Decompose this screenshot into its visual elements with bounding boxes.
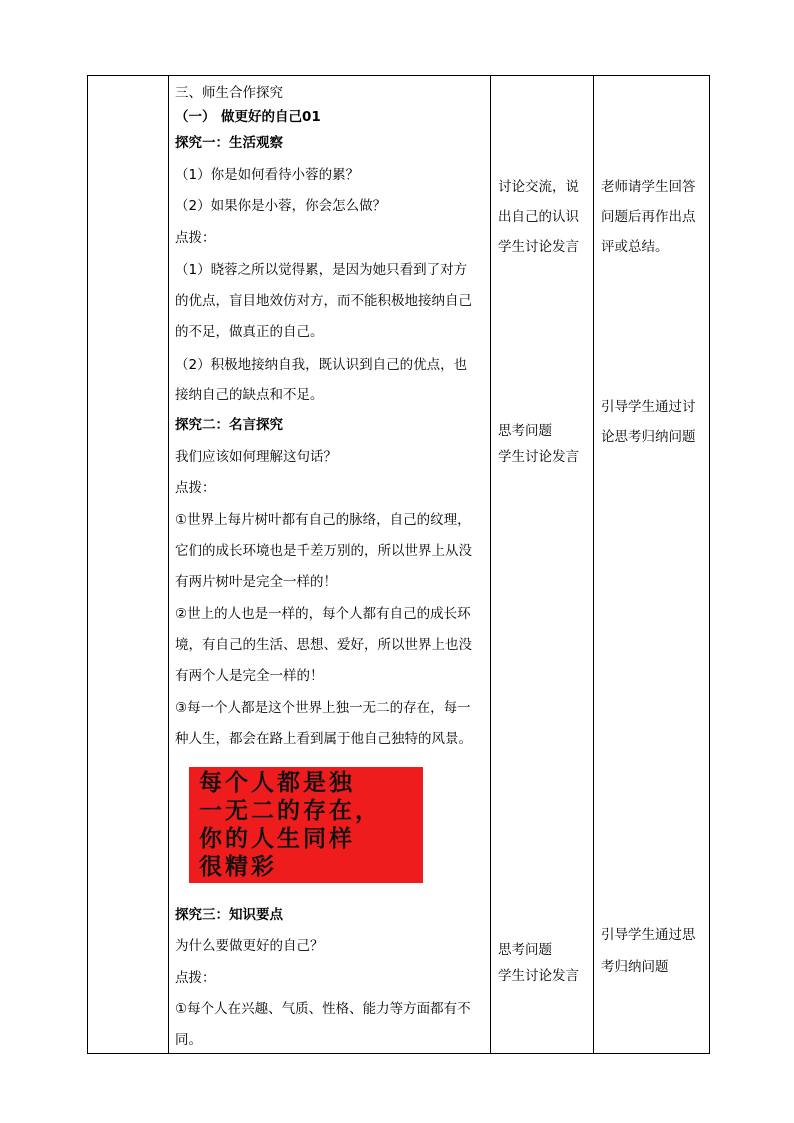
student-activity-cell (491, 76, 594, 1054)
subheading-number: （一） (175, 109, 216, 125)
quote-banner-image (189, 767, 423, 883)
point-c1-line: ①每个人在兴趣、气质、性格、能力等方面都有不 (175, 1001, 471, 1017)
student-activity-text: 学生讨论发言 (498, 968, 579, 984)
question-1: （1）你是如何看待小蓉的累？ (175, 167, 360, 183)
point-1-line: 它们的成长环境也是千差万别的，所以世界上从没 (175, 543, 472, 559)
hint-label: 点拨： (175, 480, 216, 496)
point-3-line: 种人生，都会在路上看到属于他自己独特的风景。 (175, 731, 472, 747)
answer-2-line: （2）积极地接纳自我，既认识到自己的优点，也 (175, 357, 468, 373)
teacher-intent-text: 论思考归纳问题 (601, 429, 696, 445)
banner-text-line: 很精彩 (199, 854, 277, 880)
section-heading: 三、师生合作探究 (175, 85, 283, 101)
answer-2-line: 接纳自己的缺点和不足。 (175, 387, 324, 403)
lesson-plan-table (87, 75, 710, 1054)
point-1-line: 有两片树叶是完全一样的！ (175, 574, 337, 590)
hint-label: 点拨： (175, 230, 216, 246)
teacher-intent-text: 引导学生通过讨 (601, 399, 696, 415)
point-2-line: ②世上的人也是一样的，每个人都有自己的成长环 (175, 606, 471, 622)
banner-text-line: 你的人生同样 (199, 826, 355, 852)
teacher-intent-text: 问题后再作出点 (601, 209, 696, 225)
hint-label: 点拨： (175, 970, 216, 986)
point-1-line: ①世界上每片树叶都有自己的脉络，自己的纹理， (175, 512, 471, 528)
teacher-intent-text: 评或总结。 (601, 239, 669, 255)
explore3-title: 探究三：知识要点 (175, 907, 283, 923)
student-activity-text: 学生讨论发言 (498, 239, 579, 255)
question-4: 为什么要做更好的自己？ (175, 938, 324, 954)
student-activity-text: 思考问题 (498, 423, 552, 439)
answer-1-line: 的优点，盲目地效仿对方，而不能积极地接纳自己 (175, 293, 472, 309)
subheading: 做更好的自己01 (221, 109, 321, 125)
teacher-intent-text: 老师请学生回答 (601, 179, 696, 195)
answer-1-line: 的不足，做真正的自己。 (175, 324, 324, 340)
point-3-line: ③每一个人都是这个世界上独一无二的存在，每一 (175, 700, 471, 716)
point-c1-line: 同。 (175, 1032, 202, 1048)
teacher-intent-text: 考归纳问题 (601, 959, 669, 975)
teacher-intent-text: 引导学生通过思 (601, 927, 696, 943)
question-3: 我们应该如何理解这句话？ (175, 449, 337, 465)
point-2-line: 有两个人是完全一样的！ (175, 668, 324, 684)
explore1-title: 探究一：生活观察 (175, 135, 283, 151)
student-activity-text: 学生讨论发言 (498, 449, 579, 465)
student-activity-text: 出自己的认识 (498, 209, 579, 225)
banner-text-line: 一无二的存在， (199, 798, 381, 824)
empty-column-cell (88, 76, 169, 1054)
explore2-title: 探究二：名言探究 (175, 417, 283, 433)
student-activity-text: 讨论交流，说 (498, 179, 579, 195)
table-row (88, 76, 710, 1054)
point-2-line: 境，有自己的生活、思想、爱好，所以世界上也没 (175, 637, 472, 653)
teacher-intent-cell (594, 76, 710, 1054)
answer-1-line: （1）晓蓉之所以觉得累，是因为她只看到了对方 (175, 262, 468, 278)
student-activity-text: 思考问题 (498, 942, 552, 958)
teaching-content-cell (169, 76, 491, 1054)
banner-text-line: 每个人都是独 (199, 770, 355, 796)
question-2: （2）如果你是小蓉，你会怎么做？ (175, 198, 387, 214)
